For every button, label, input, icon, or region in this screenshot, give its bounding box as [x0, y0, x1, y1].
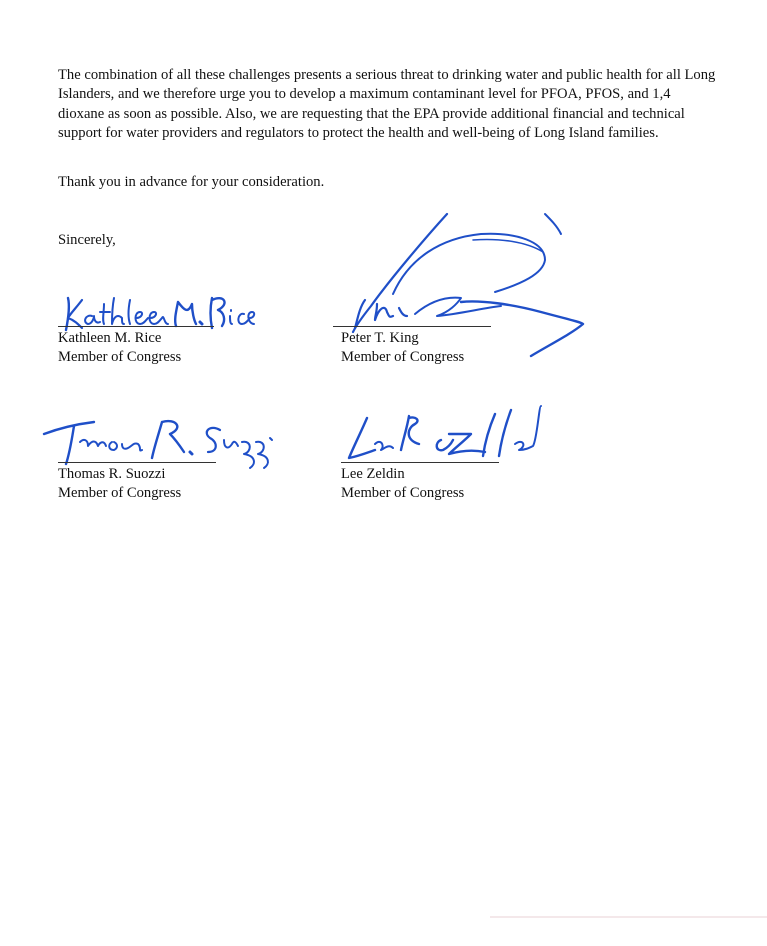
- scan-edge-artifact: [490, 916, 767, 918]
- thanks-paragraph: Thank you in advance for your consideration.: [58, 174, 325, 190]
- body-paragraph: The combination of all these challenges presents a serious threat to drinking water and public health for all Long Islanders, and we therefore urge you to develop a maximum contaminant level for PFOA, PFOS, and 1,4 dioxane as soon as possible. Also, we are requesting that the EPA provide additional financial and technical support for water providers and regulators to protect the health and well-being of Long Island families.: [58, 67, 716, 141]
- signatory-name: Kathleen M. Rice: [58, 330, 162, 346]
- signatory-name: Lee Zeldin: [341, 466, 405, 482]
- signatory-title: Member of Congress: [58, 485, 182, 501]
- signature-line: [333, 326, 491, 327]
- closing-salutation: Sincerely,: [58, 232, 116, 248]
- signatory-name: Thomas R. Suozzi: [58, 466, 166, 482]
- signature-line: [58, 462, 216, 463]
- signature-line: [341, 462, 499, 463]
- signatory-title: Member of Congress: [341, 485, 465, 501]
- signatory-name: Peter T. King: [341, 330, 419, 346]
- signature-zeldin: [345, 404, 545, 464]
- signatory-title: Member of Congress: [341, 349, 465, 365]
- signatory-title: Member of Congress: [58, 349, 182, 365]
- signature-line: [58, 326, 214, 327]
